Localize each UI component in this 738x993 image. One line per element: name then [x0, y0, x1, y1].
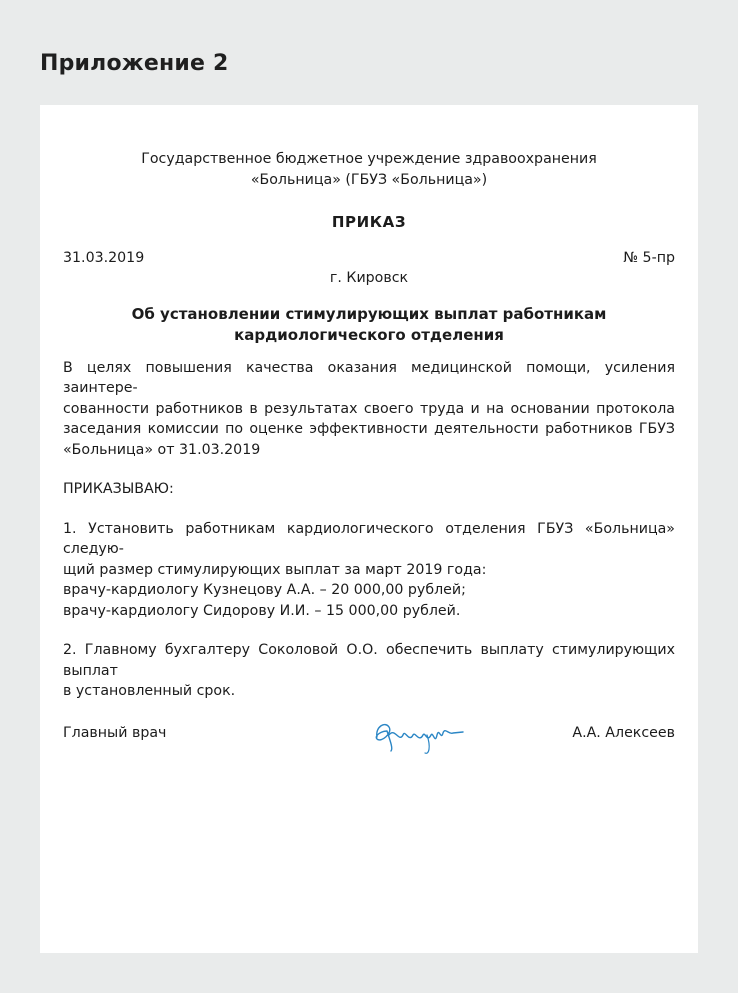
signer-position: Главный врач — [63, 724, 167, 741]
item-1-line: врачу-кардиологу Сидорову И.И. – 15 000,00 рублей. — [63, 602, 461, 619]
signature-row — [63, 721, 675, 761]
order-subject — [63, 304, 675, 346]
item-2-line: в установленный срок. — [63, 683, 236, 699]
subject-line-1: Об установлении стимулирующих выплат работникам — [131, 304, 607, 323]
doc-type-title: ПРИКАЗ — [331, 213, 407, 231]
item-1-line: врачу-кардиологу Кузнецову А.А. – 20 000,00 рублей; — [63, 582, 466, 598]
handwritten-signature — [367, 713, 467, 757]
organization-line-1: Государственное бюджетное учреждение здравоохранения — [141, 151, 597, 167]
city: г. Кировск — [329, 270, 409, 286]
item-2-line: 2. Главному бухгалтеру Соколовой О.О. обеспечить выплату стимулирующих выплат — [63, 642, 675, 679]
organization-line-2: «Больница» (ГБУЗ «Больница») — [250, 171, 488, 188]
order-date: 31.03.2019 — [63, 249, 145, 266]
preamble-paragraph — [63, 358, 675, 461]
appendix-title: Приложение 2 — [40, 51, 229, 76]
date-number-row — [63, 248, 675, 269]
organization-header — [63, 149, 675, 190]
document-content — [63, 149, 675, 761]
order-item-2 — [63, 640, 675, 702]
order-word: ПРИКАЗЫВАЮ: — [63, 481, 174, 497]
document-sheet — [40, 105, 698, 953]
order-item-1 — [63, 519, 675, 622]
preamble-line: В целях повышения качества оказания медицинской помощи, усиления заинтере- — [63, 359, 675, 396]
preamble-line: сованности работников в результатах своего труда и на основании протокола — [63, 400, 675, 417]
item-1-line: щий размер стимулирующих выплат за март 2019 года: — [63, 561, 487, 578]
signer-name: А.А. Алексеев — [572, 724, 675, 741]
item-1-line: 1. Установить работникам кардиологического отделения ГБУЗ «Больница» следую- — [63, 520, 675, 557]
subject-line-2: кардиологического отделения — [234, 325, 504, 344]
order-number: № 5-пр — [623, 249, 675, 266]
preamble-line: заседания комиссии по оценке эффективности деятельности работников ГБУЗ — [63, 421, 675, 437]
preamble-line: «Больница» от 31.03.2019 — [63, 441, 261, 458]
